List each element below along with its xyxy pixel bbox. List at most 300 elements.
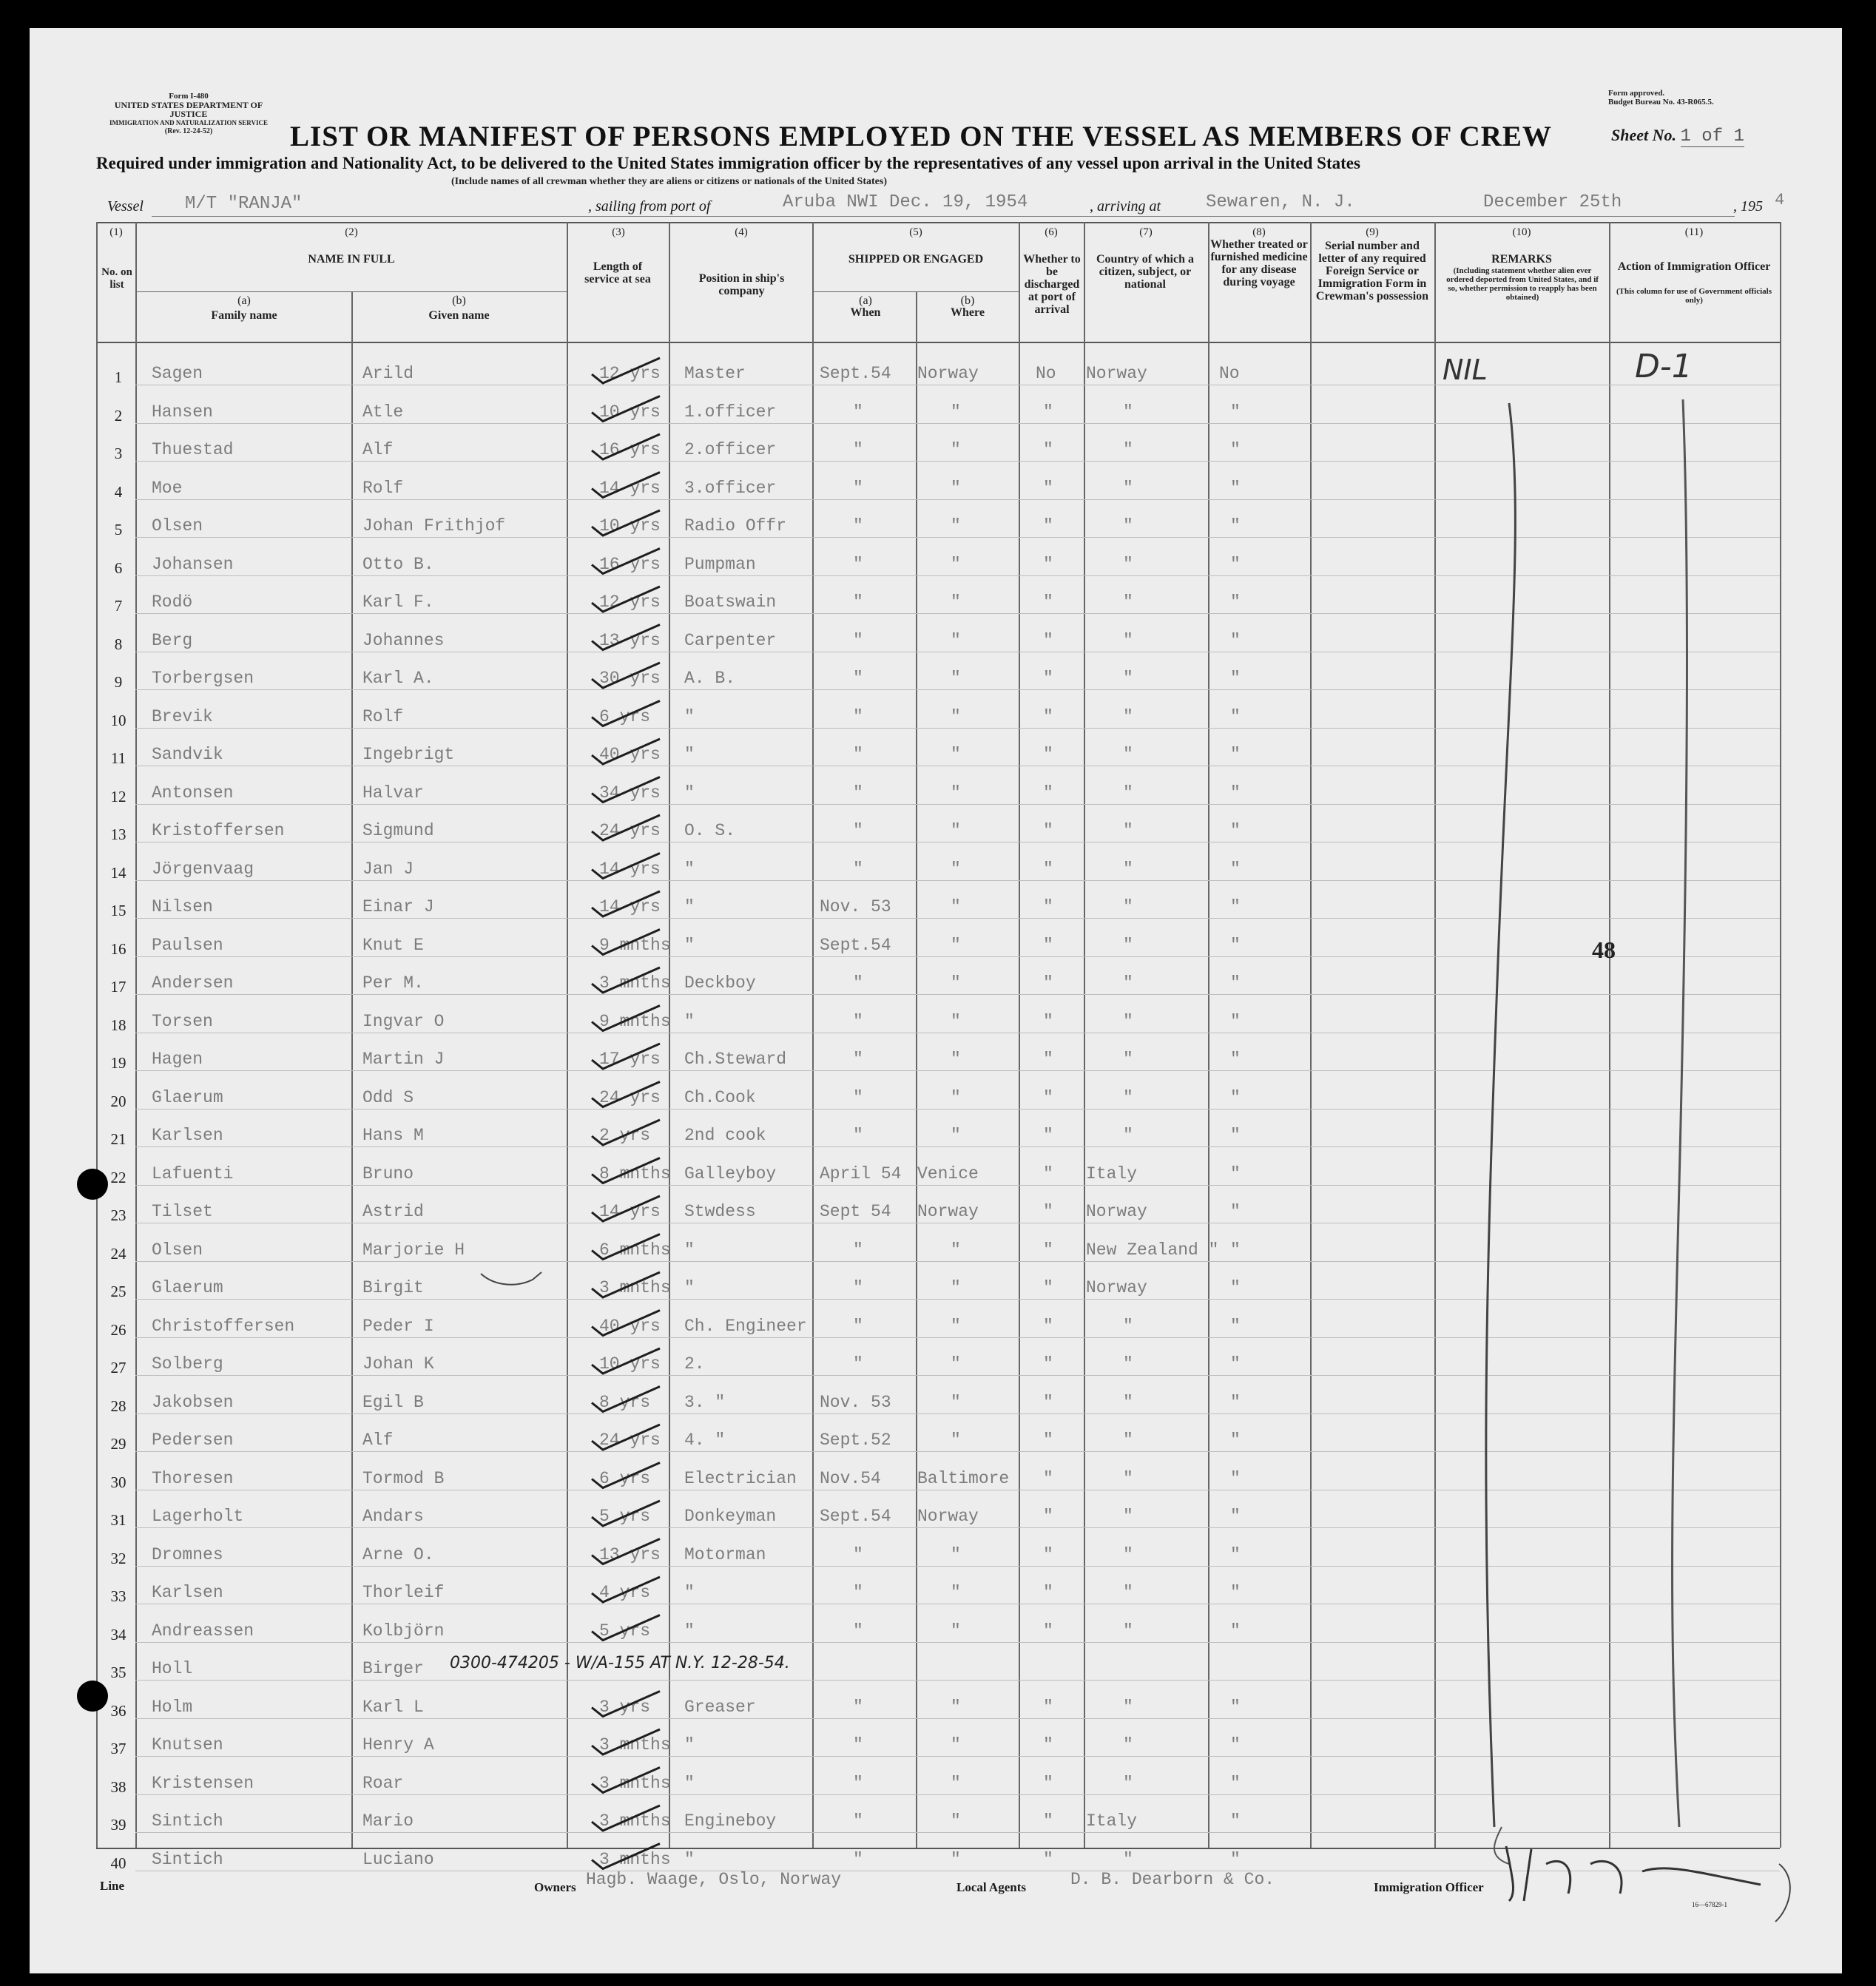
col7-header: Country of which a citizen, subject, or national [1096,253,1194,291]
owners-label: Owners [534,1880,576,1894]
cell-given: Karl A. [362,669,434,688]
cell-medicine: " [1230,1278,1241,1297]
cell-service: 16 yrs [599,440,661,459]
cell-disch: " [1043,745,1053,764]
cell-disch: " [1043,1544,1053,1564]
cell-when: " [853,478,863,498]
col1-header: No. on list [101,266,132,291]
cell-family: Olsen [152,1240,203,1260]
cell-service: 4 yrs [599,1583,651,1602]
cell-where: Norway [917,1507,979,1526]
cell-disch: " [1043,1087,1053,1107]
cell-when: " [853,973,863,993]
row-number: 7 [114,597,123,615]
cell-disch: " [1043,859,1053,879]
row-number: 20 [110,1092,126,1110]
service-checkmark [592,473,660,498]
service-checkmark [592,1729,660,1754]
cell-position: Galleyboy [684,1163,777,1183]
row-number: 18 [110,1016,126,1034]
service-checkmark [592,1768,660,1793]
cell-medicine: " [1230,706,1241,726]
cell-position: " [684,1621,695,1641]
line-label: Line [100,1879,125,1893]
cell-given: Einar J [362,897,434,916]
cell-where: " [951,783,961,803]
cell-position: " [684,1773,695,1793]
cell-position: 4. " [684,1431,726,1450]
cell-given: Hans M [362,1126,424,1145]
cell-position: Electrician [684,1468,797,1488]
vessel-name: M/T "RANJA" [185,194,303,214]
cell-family: Glaerum [152,1087,223,1107]
cell-medicine: " [1230,1811,1241,1831]
row-number: 40 [110,1854,126,1872]
row-number: 11 [110,749,126,767]
row-number: 22 [110,1168,126,1186]
cell-where: " [951,1240,961,1260]
cell-medicine: " [1230,1087,1241,1107]
row-number: 39 [110,1816,126,1834]
cell-medicine: " [1230,440,1241,459]
cell-given: Luciano [362,1849,434,1869]
cell-family: Kristoffersen [152,821,285,840]
cell-position: " [684,1735,695,1754]
cell-where: " [951,1849,961,1869]
cell-when: " [853,1354,863,1374]
cell-given: Kolbjörn [362,1621,445,1641]
service-checkmark [592,1235,660,1260]
cell-position: Motorman [684,1544,766,1564]
cell-when: " [853,1773,863,1793]
col6-num: (6) [1045,226,1058,238]
row-number: 16 [110,939,126,958]
row-number: 33 [110,1587,126,1605]
row-number: 32 [110,1549,126,1567]
cell-position: Carpenter [684,630,777,650]
cell-given: Odd S [362,1087,414,1107]
cell-where: " [951,745,961,764]
cell-family: Andreassen [152,1621,254,1641]
cell-service: 40 yrs [599,1316,661,1336]
cell-country: " [1123,1468,1133,1488]
cell-country: " [1123,1735,1133,1754]
col1-num: (1) [109,226,123,238]
cell-service: 17 yrs [599,1050,661,1069]
cell-given: Karl F. [362,592,434,612]
service-checkmark [592,1539,660,1564]
cell-service: 3 mnths [599,973,671,993]
cell-position: " [684,1011,695,1031]
col11-note: (This column for use of Government officials only) [1616,287,1772,305]
cell-family: Christoffersen [152,1316,295,1336]
cell-position: Ch.Cook [684,1087,756,1107]
cell-when: " [853,440,863,459]
cell-when: " [853,1087,863,1107]
cell-position: " [684,1240,695,1260]
cell-medicine: " [1230,1240,1241,1260]
form-approved: Form approved. [1608,89,1665,98]
revision: (Rev. 12-24-52) [164,127,213,135]
cell-service: 9 mnths [599,1011,671,1031]
service-checkmark [592,854,660,879]
cell-where: " [951,1011,961,1031]
cell-when: Nov.54 [820,1468,881,1488]
cell-position: Master [684,364,746,383]
service-checkmark [592,739,660,764]
col5-header: SHIPPED OR ENGAGED [848,253,984,266]
cell-family: Torbergsen [152,669,254,688]
cell-where: Baltimore [917,1468,1010,1488]
cell-family: Thuestad [152,440,234,459]
cell-medicine: " [1230,478,1241,498]
cell-given: Alf [362,440,394,459]
cell-disch: " [1043,1811,1053,1831]
cell-when: " [853,402,863,422]
cell-family: Sagen [152,364,203,383]
cell-when: " [853,554,863,574]
cell-family: Lafuenti [152,1163,234,1183]
cell-family: Rodö [152,592,193,612]
cell-where: " [951,821,961,840]
cell-where: " [951,1431,961,1450]
cell-service: 8 yrs [599,1392,651,1412]
row-number: 2 [114,406,123,425]
cell-medicine: " [1230,1050,1241,1069]
cell-service: 34 yrs [599,783,661,803]
cell-country: " [1123,1354,1133,1374]
row-number: 21 [110,1130,126,1148]
cell-family: Sintich [152,1811,223,1831]
col8-num: (8) [1252,226,1266,238]
cell-position: O. S. [684,821,736,840]
service: IMMIGRATION AND NATURALIZATION SERVICE [109,119,268,126]
service-checkmark [592,1463,660,1488]
cell-medicine: " [1230,592,1241,612]
cell-position: 1.officer [684,402,777,422]
cell-position: Pumpman [684,554,756,574]
cell-position: 2nd cook [684,1126,766,1145]
row-number: 25 [110,1283,126,1300]
cell-disch: " [1043,1278,1053,1297]
service-checkmark [592,1082,660,1107]
sheet-label: Sheet No. [1611,126,1676,144]
cell-disch: " [1043,478,1053,498]
cell-medicine: " [1230,783,1241,803]
manifest-subtitle: Required under immigration and Nationality Act, to be delivered to the United States immigration officer by the representatives of any vessel upon arrival in the United States [96,154,1360,172]
sailing-label: , sailing from port of [588,198,711,215]
cell-medicine: " [1230,402,1241,422]
form-number: Form I-480 [169,92,209,101]
cell-medicine: " [1230,669,1241,688]
cell-position: 2. [684,1354,705,1374]
cell-medicine: " [1230,554,1241,574]
cell-service: 10 yrs [599,516,661,536]
service-checkmark [592,1348,660,1374]
row-number: 28 [110,1396,126,1415]
cell-where: " [951,973,961,993]
cell-family: Johansen [152,554,234,574]
cell-disch: " [1043,402,1053,422]
cell-service: 13 yrs [599,1544,661,1564]
col7-num: (7) [1139,226,1153,238]
cell-where: " [951,630,961,650]
sailing-from: Aruba NWI Dec. 19, 1954 [783,192,1028,212]
cell-service: 24 yrs [599,1431,661,1450]
sheet-value: 1 of 1 [1680,126,1744,146]
col5-num: (5) [909,226,922,238]
cell-when: Sept.54 [820,935,891,955]
action-d1: D-1 [1635,348,1693,385]
cell-country: " [1123,859,1133,879]
cell-medicine: " [1230,1468,1241,1488]
cell-medicine: " [1230,1354,1241,1374]
cell-country: " [1123,669,1133,688]
cell-service: 24 yrs [599,1087,661,1107]
cell-country: Italy [1086,1163,1138,1183]
col2b-header: Given name [428,309,490,322]
cell-where: Venice [917,1163,979,1183]
cell-service: 5 yrs [599,1507,651,1526]
row-number: 27 [110,1359,126,1377]
cell-given: Egil B [362,1392,424,1412]
cell-when: " [853,630,863,650]
cell-given: Andars [362,1507,424,1526]
cell-country: " [1123,935,1133,955]
service-checkmark [592,1425,660,1450]
cell-country: " [1123,1849,1133,1869]
service-checkmark [592,1311,660,1336]
include-note: (Include names of all crewman whether they are aliens or citizens or nationals of the United States) [451,176,887,187]
cell-family: Moe [152,478,183,498]
cell-medicine: " [1230,1202,1241,1221]
cell-medicine: " [1230,1316,1241,1336]
cell-service: 3 mnths [599,1849,671,1869]
cell-service: 8 mnths [599,1163,671,1183]
cell-service: 3 yrs [599,1697,651,1717]
col6-header: Whether to be discharged at port of arrival [1023,253,1081,316]
cell-country: " [1123,402,1133,422]
arriving-label: , arriving at [1090,198,1161,215]
cell-given: Jan J [362,859,414,879]
cell-medicine: " [1230,1507,1241,1526]
cell-service: 30 yrs [599,669,661,688]
cell-when: " [853,1544,863,1564]
cell-where: " [951,554,961,574]
cell-disch: " [1043,706,1053,726]
cell-when: " [853,1240,863,1260]
cell-disch: " [1043,1163,1053,1183]
cell-disch: " [1043,554,1053,574]
cell-service: 6 yrs [599,1468,651,1488]
cell-family: Torsen [152,1011,213,1031]
service-checkmark [592,1120,660,1145]
row-number: 8 [114,635,123,653]
page-number: 48 [1592,936,1616,963]
cell-position: " [684,706,695,726]
cell-when: " [853,1735,863,1754]
col4-header: Position in ship's company [698,272,785,297]
officer-label: Immigration Officer [1374,1880,1484,1894]
cell-country: " [1123,516,1133,536]
cell-disch: " [1043,1583,1053,1602]
cell-country: " [1123,554,1133,574]
cell-medicine: " [1230,630,1241,650]
cell-disch: " [1043,1240,1053,1260]
cell-country: Norway [1086,1278,1147,1297]
row-number: 35 [110,1664,126,1681]
cell-country: " [1123,1087,1133,1107]
cell-where: " [951,402,961,422]
cell-service: 3 mnths [599,1773,671,1793]
cell-family: Karlsen [152,1583,223,1602]
punch-hole-bottom [77,1681,108,1712]
manifest-title: LIST OR MANIFEST OF PERSONS EMPLOYED ON THE VESSEL AS MEMBERS OF CREW [290,121,1552,152]
cell-service: 6 mnths [599,1240,671,1260]
cell-when: " [853,706,863,726]
row-number: 29 [110,1435,126,1453]
row-number: 38 [110,1777,126,1796]
cell-position: Ch. Engineer [684,1316,807,1336]
col10-header: REMARKS [1491,253,1552,266]
cell-medicine: " [1230,897,1241,916]
cell-when: " [853,1278,863,1297]
year-label: , 195 [1733,198,1763,215]
row-number: 15 [110,902,126,919]
cell-disch: " [1043,821,1053,840]
cell-when: Sept.54 [820,1507,891,1526]
cell-when: " [853,516,863,536]
print-code: 16—67829-1 [1692,1901,1727,1908]
service-checkmark [592,396,660,422]
cell-service: 16 yrs [599,554,661,574]
cell-position: Ch.Steward [684,1050,787,1069]
cell-medicine: " [1230,1126,1241,1145]
footer [100,1871,1779,1916]
cell-when: Nov. 53 [820,1392,891,1412]
cell-position: Stwdess [684,1202,756,1221]
service-checkmark [592,1806,660,1831]
cell-medicine: " [1230,1011,1241,1031]
cell-given: Martin J [362,1050,445,1069]
cell-where: " [951,1278,961,1297]
cell-where: " [951,897,961,916]
cell-disch: " [1043,1392,1053,1412]
cell-family: Glaerum [152,1278,223,1297]
cell-where: " [951,1811,961,1831]
cell-given: Rolf [362,706,404,726]
cell-family: Tilset [152,1202,213,1221]
col11-header: Action of Immigration Officer [1617,260,1771,273]
cell-given: Birgit [362,1278,424,1297]
cell-country: " [1123,1392,1133,1412]
row-number: 9 [114,673,123,691]
cell-when: Sept.52 [820,1431,891,1450]
service-checkmark [592,625,660,650]
service-checkmark [592,1044,660,1069]
cell-service: 40 yrs [599,745,661,764]
cell-service: 6 yrs [599,706,651,726]
cell-disch: " [1043,1202,1053,1221]
cell-position: " [684,935,695,955]
cell-family: Pedersen [152,1431,234,1450]
service-checkmark [592,1158,660,1183]
cell-country: " [1123,821,1133,840]
cell-when: " [853,1050,863,1069]
cell-disch: " [1043,669,1053,688]
service-checkmark [592,891,660,916]
col5b-header: Where [951,306,985,319]
cell-medicine: " [1230,745,1241,764]
row-number: 37 [110,1740,126,1757]
cell-when: " [853,1811,863,1831]
cell-medicine: " [1230,1773,1241,1793]
cell-country: " [1123,1544,1133,1564]
cell-medicine: " [1230,973,1241,993]
cell-position: " [684,897,695,916]
cell-family: Lagerholt [152,1507,244,1526]
cell-when: " [853,859,863,879]
cell-given: Ingvar O [362,1011,445,1031]
col5b-num: (b) [960,294,975,307]
cell-disch: " [1043,1735,1053,1754]
cell-position: " [684,783,695,803]
cell-disch: " [1043,1849,1053,1869]
cell-when: Sept.54 [820,364,891,383]
cell-medicine: " [1230,1544,1241,1564]
cell-medicine: " [1230,1621,1241,1641]
cell-when: " [853,592,863,612]
cell-country: " [1123,973,1133,993]
service-checkmark [592,1387,660,1412]
cell-given: Ingebrigt [362,745,455,764]
cell-family: Berg [152,630,193,650]
cell-service: 3 mnths [599,1735,671,1754]
cell-when: " [853,783,863,803]
arriving-at: Sewaren, N. J. [1206,192,1355,212]
row-number: 1 [114,368,123,386]
cell-disch: No [1036,364,1056,383]
cell-country: " [1123,1431,1133,1450]
col2a-num: (a) [237,294,251,307]
cell-family: Brevik [152,706,213,726]
cell-family: Antonsen [152,783,234,803]
arrival-date: December 25th [1483,192,1622,212]
service-checkmark [592,434,660,459]
cell-position: 2.officer [684,440,777,459]
service-checkmark [592,1196,660,1221]
cell-disch: " [1043,783,1053,803]
agents-value: D. B. Dearborn & Co. [1070,1870,1275,1889]
cell-given: Per M. [362,973,424,993]
cell-where: " [951,669,961,688]
cell-where: " [951,706,961,726]
cell-country: " [1123,1011,1133,1031]
row-number: 23 [110,1206,126,1224]
service-checkmark [592,1692,660,1717]
service-checkmark [592,510,660,536]
cell-family: Knutsen [152,1735,223,1754]
cell-country: " [1123,706,1133,726]
cell-position: 3.officer [684,478,777,498]
cell-given: Sigmund [362,821,434,840]
cell-where: " [951,1126,961,1145]
cell-disch: " [1043,935,1053,955]
cell-service: 24 yrs [599,821,661,840]
service-checkmark [592,1501,660,1526]
cell-given: Atle [362,402,404,422]
cell-given: Birger [362,1659,424,1678]
